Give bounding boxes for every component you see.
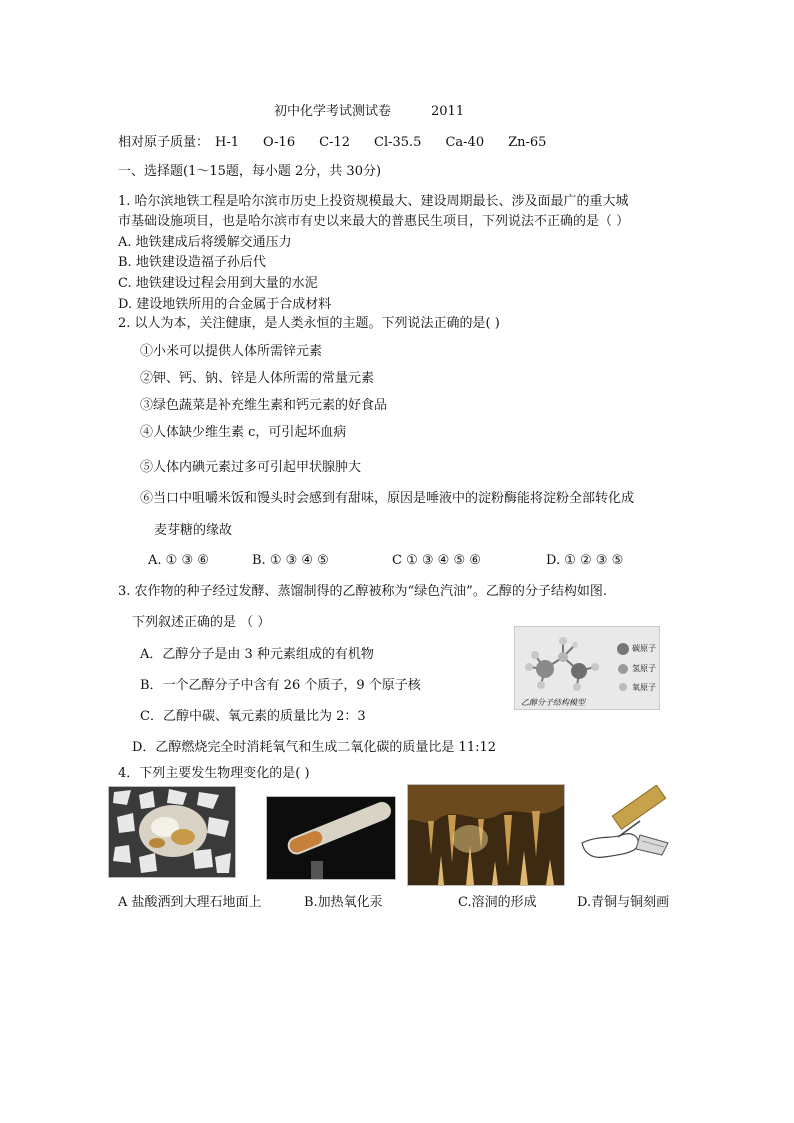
- q4-caption-c: C.溶洞的形成: [458, 895, 537, 910]
- bronze-copper-scratch-image: [577, 784, 683, 870]
- q2-option-d: D. ① ② ③ ⑤: [546, 553, 624, 568]
- heating-mercury-oxide-image: [266, 796, 396, 880]
- q3-option-a: A．乙醇分子是由 3 种元素组成的有机物: [140, 647, 374, 662]
- q4-stem: 4．下列主要发生物理变化的是( ): [118, 766, 310, 781]
- q1-option-c: C. 地铁建设过程会用到大量的水泥: [118, 276, 318, 291]
- mass-ca: Ca-40: [445, 135, 485, 150]
- mass-zn: Zn-65: [508, 135, 547, 150]
- q3-stem-line2: 下列叙述正确的是 （ ）: [132, 615, 271, 630]
- cave-icon: [408, 785, 564, 885]
- title-year: 2011: [431, 104, 465, 119]
- q4-caption-d: D.青铜与铜刻画: [577, 895, 670, 910]
- q1-option-b: B. 地铁建设造福子孙后代: [118, 255, 266, 270]
- q2-item-4: ④人体缺少维生素 c，可引起坏血病: [140, 425, 347, 440]
- karst-cave-image: [407, 784, 565, 886]
- q2-item-1: ①小米可以提供人体所需锌元素: [140, 344, 323, 359]
- q4-caption-a: A 盐酸洒到大理石地面上: [118, 895, 262, 910]
- mass-c: C-12: [319, 135, 350, 150]
- legend-oxygen: 氧原子: [632, 683, 656, 692]
- marble-acid-icon: [109, 787, 235, 877]
- hand-scratch-icon: [578, 785, 682, 869]
- page-title: [274, 103, 464, 121]
- q4-caption-b: B.加热氧化汞: [304, 895, 383, 910]
- mass-cl: Cl-35.5: [374, 135, 422, 150]
- q1-option-d: D. 建设地铁所用的合金属于合成材料: [118, 297, 332, 312]
- legend-hydrogen: 氢原子: [632, 664, 656, 673]
- mass-h: H-1: [215, 135, 240, 150]
- q2-item-3: ③绿色蔬菜是补充维生素和钙元素的好食品: [140, 398, 388, 413]
- q3-stem-line1: 3. 农作物的种子经过发酵、蒸馏制得的乙醇被称为“绿色汽油”。乙醇的分子结构如图.: [118, 584, 607, 599]
- q2-option-b: B. ① ③ ④ ⑤: [252, 553, 329, 568]
- q2-option-c: C ① ③ ④ ⑤ ⑥: [392, 553, 481, 568]
- q3-option-d: D．乙醇燃烧完全时消耗氧气和生成二氧化碳的质量比是 11:12: [132, 740, 497, 755]
- marble-floor-image: [108, 786, 236, 878]
- q3-option-c: C．乙醇中碳、氧元素的质量比为 2：3: [140, 709, 366, 724]
- q1-stem-line1: 1. 哈尔滨地铁工程是哈尔滨市历史上投资规模最大、建设周期最长、涉及面最广的重大城: [118, 194, 629, 209]
- title-text: 初中化学考试测试卷: [274, 104, 392, 119]
- ethanol-molecule-figure: [514, 626, 660, 710]
- q2-item-6-cont: 麦芽糖的缘故: [154, 523, 233, 538]
- q2-item-6: ⑥当口中咀嚼米饭和馒头时会感到有甜味，原因是唾液中的淀粉酶能将淀粉全部转化成: [140, 491, 635, 506]
- atomic-masses: [118, 134, 570, 152]
- q3-option-b: B．一个乙醇分子中含有 26 个质子，9 个原子核: [140, 678, 421, 693]
- mass-o: O-16: [263, 135, 296, 150]
- q1-option-a: A. 地铁建成后将缓解交通压力: [118, 235, 292, 250]
- test-tube-icon: [267, 797, 395, 879]
- legend-carbon: 碳原子: [632, 644, 656, 653]
- q2-stem: 2. 以人为本，关注健康，是人类永恒的主题。下列说法正确的是( ): [118, 316, 500, 331]
- q2-option-a: A. ① ③ ⑥: [148, 553, 209, 568]
- atomic-masses-label: 相对原子质量：: [118, 135, 210, 150]
- q2-item-5: ⑤人体内碘元素过多可引起甲状腺肿大: [140, 460, 362, 475]
- section-heading: 一、选择题(1～15题，每小题 2分，共 30分): [118, 164, 382, 179]
- q2-item-2: ②钾、钙、钠、锌是人体所需的常量元素: [140, 371, 375, 386]
- figure-caption: 乙醇分子结构模型: [521, 698, 585, 707]
- q1-stem-line2: 市基础设施项目，也是哈尔滨市有史以来最大的普惠民生项目，下列说法不正确的是（ ）: [118, 214, 630, 229]
